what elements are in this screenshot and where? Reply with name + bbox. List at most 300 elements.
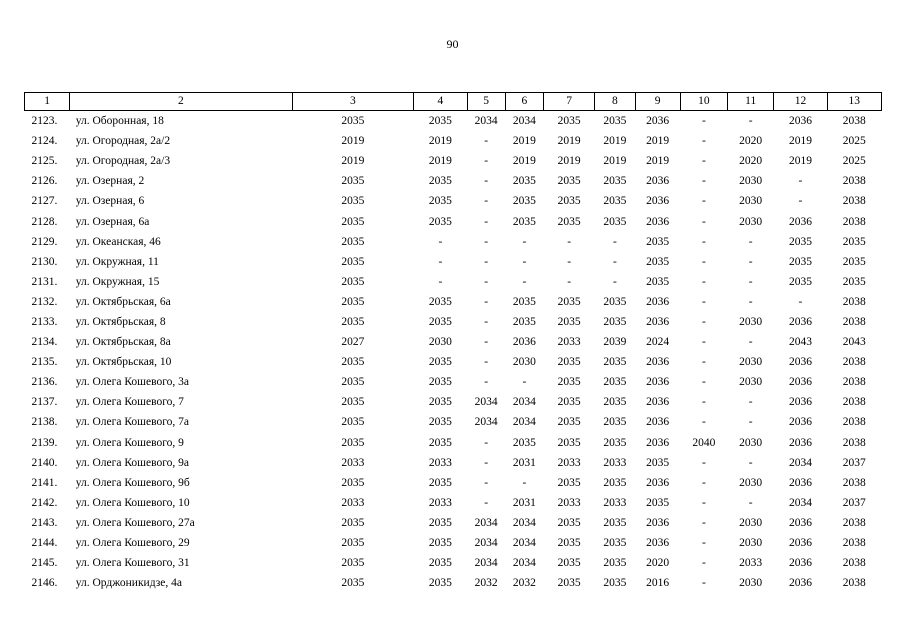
year-cell: 2035 [428, 537, 452, 550]
year-cell: 2035 [428, 376, 452, 389]
year-cell: 2033 [341, 496, 365, 509]
year-cell: - [798, 195, 803, 208]
address-cell: ул. Озерная, 6а [75, 215, 150, 228]
year-cell: 2036 [788, 376, 812, 389]
year-cell: - [484, 336, 489, 349]
year-cell: 2030 [739, 175, 763, 188]
year-cell: 2035 [557, 476, 581, 489]
year-cell: 2036 [646, 396, 670, 409]
year-cell: 2019 [428, 135, 452, 148]
year-cell: - [522, 476, 527, 489]
year-cell: - [701, 557, 706, 570]
year-cell: 2019 [341, 135, 365, 148]
year-cell: - [522, 235, 527, 248]
year-cell: - [748, 235, 753, 248]
year-cell: 2035 [428, 356, 452, 369]
year-cell: - [701, 315, 706, 328]
year-cell: 2035 [341, 376, 365, 389]
row-number: 2141. [31, 476, 58, 489]
year-cell: 2030 [739, 516, 763, 529]
address-cell: ул. Орджоникидзе, 4а [75, 577, 182, 590]
table-body [25, 111, 882, 594]
year-cell: 2038 [842, 295, 866, 308]
year-cell: 2030 [739, 476, 763, 489]
year-cell: 2035 [557, 195, 581, 208]
table-row [25, 151, 882, 171]
year-cell: - [748, 336, 753, 349]
table-row [25, 312, 882, 332]
year-cell: 2019 [646, 155, 670, 168]
year-cell: 2036 [788, 476, 812, 489]
year-cell: 2019 [557, 135, 581, 148]
year-cell: 2035 [842, 255, 866, 268]
year-cell: 2035 [428, 396, 452, 409]
year-cell: 2033 [557, 456, 581, 469]
row-number: 2126. [31, 175, 58, 188]
header-row [25, 93, 882, 111]
address-cell: ул. Олега Кошевого, 10 [75, 496, 190, 509]
year-cell: 2036 [646, 115, 670, 128]
year-cell: 2033 [557, 336, 581, 349]
year-cell: 2035 [646, 255, 670, 268]
year-cell: 2035 [512, 215, 536, 228]
row-number: 2134. [31, 336, 58, 349]
year-cell: 2035 [428, 195, 452, 208]
year-cell: - [567, 255, 572, 268]
year-cell: 2035 [557, 175, 581, 188]
row-number: 2133. [31, 315, 58, 328]
year-cell: 2038 [842, 356, 866, 369]
year-cell: 2030 [512, 356, 536, 369]
year-cell: 2035 [512, 195, 536, 208]
column-header-3: 3 [292, 93, 414, 111]
year-cell: 2030 [739, 436, 763, 449]
year-cell: 2035 [603, 577, 627, 590]
year-cell: 2033 [557, 496, 581, 509]
year-cell: 2035 [341, 195, 365, 208]
year-cell: 2038 [842, 416, 866, 429]
table-row [25, 372, 882, 392]
year-cell: - [701, 215, 706, 228]
row-number: 2145. [31, 557, 58, 570]
row-number: 2146. [31, 577, 58, 590]
table-row [25, 171, 882, 191]
table-row [25, 272, 882, 292]
year-cell: 2035 [428, 215, 452, 228]
year-cell: - [798, 175, 803, 188]
year-cell: 2034 [474, 396, 498, 409]
column-header-12: 12 [774, 93, 827, 111]
year-cell: 2040 [692, 436, 716, 449]
year-cell: - [567, 235, 572, 248]
address-cell: ул. Олега Кошевого, 7 [75, 396, 184, 409]
table-row [25, 493, 882, 513]
year-cell: 2035 [557, 557, 581, 570]
address-cell: ул. Озерная, 2 [75, 175, 145, 188]
year-cell: 2036 [788, 557, 812, 570]
year-cell: 2036 [788, 315, 812, 328]
row-number: 2142. [31, 496, 58, 509]
table-row [25, 211, 882, 231]
year-cell: 2035 [428, 577, 452, 590]
year-cell: 2030 [428, 336, 452, 349]
year-cell: - [438, 255, 443, 268]
year-cell: 2036 [788, 356, 812, 369]
page-number: 90 [446, 37, 459, 51]
year-cell: 2030 [739, 195, 763, 208]
year-cell: - [701, 356, 706, 369]
schedule-table [24, 92, 882, 593]
year-cell: - [701, 235, 706, 248]
year-cell: - [701, 396, 706, 409]
year-cell: 2038 [842, 557, 866, 570]
year-cell: - [748, 115, 753, 128]
year-cell: 2036 [788, 416, 812, 429]
year-cell: 2033 [603, 456, 627, 469]
year-cell: 2038 [842, 396, 866, 409]
year-cell: 2035 [428, 516, 452, 529]
address-cell: ул. Олега Кошевого, 27а [75, 516, 195, 529]
row-number: 2127. [31, 195, 58, 208]
year-cell: - [748, 275, 753, 288]
year-cell: 2019 [646, 135, 670, 148]
row-number: 2143. [31, 516, 58, 529]
year-cell: - [701, 376, 706, 389]
address-cell: ул. Океанская, 46 [75, 235, 161, 248]
year-cell: - [612, 235, 617, 248]
year-cell: - [701, 275, 706, 288]
year-cell: 2035 [603, 436, 627, 449]
year-cell: - [484, 135, 489, 148]
year-cell: - [484, 496, 489, 509]
year-cell: - [701, 155, 706, 168]
year-cell: 2035 [341, 577, 365, 590]
year-cell: 2020 [739, 135, 763, 148]
year-cell: 2036 [646, 215, 670, 228]
row-number: 2132. [31, 295, 58, 308]
address-cell: ул. Оборонная, 18 [75, 115, 164, 128]
year-cell: 2035 [646, 496, 670, 509]
year-cell: 2035 [341, 537, 365, 550]
address-cell: ул. Олега Кошевого, 7а [75, 416, 190, 429]
year-cell: 2035 [341, 295, 365, 308]
year-cell: 2035 [428, 295, 452, 308]
year-cell: 2035 [341, 235, 365, 248]
year-cell: 2035 [341, 175, 365, 188]
year-cell: 2038 [842, 115, 866, 128]
year-cell: - [701, 456, 706, 469]
year-cell: 2036 [646, 195, 670, 208]
year-cell: 2035 [603, 396, 627, 409]
table-header [25, 93, 882, 111]
year-cell: - [701, 175, 706, 188]
column-header-1: 1 [25, 93, 70, 111]
year-cell: 2034 [512, 396, 536, 409]
year-cell: 2019 [428, 155, 452, 168]
year-cell: 2035 [842, 275, 866, 288]
year-cell: 2036 [646, 175, 670, 188]
year-cell: 2035 [557, 516, 581, 529]
year-cell: 2034 [512, 557, 536, 570]
year-cell: 2024 [646, 336, 670, 349]
year-cell: - [701, 537, 706, 550]
year-cell: 2036 [788, 577, 812, 590]
year-cell: 2039 [603, 336, 627, 349]
column-header-2: 2 [70, 93, 292, 111]
year-cell: 2035 [341, 315, 365, 328]
year-cell: 2033 [341, 456, 365, 469]
year-cell: 2035 [512, 436, 536, 449]
year-cell: 2038 [842, 195, 866, 208]
year-cell: - [701, 516, 706, 529]
year-cell: 2038 [842, 577, 866, 590]
year-cell: 2030 [739, 577, 763, 590]
column-header-13: 13 [827, 93, 881, 111]
row-number: 2140. [31, 456, 58, 469]
address-cell: ул. Октябрьская, 10 [75, 356, 172, 369]
year-cell: - [522, 275, 527, 288]
year-cell: 2036 [646, 416, 670, 429]
year-cell: 2035 [428, 557, 452, 570]
year-cell: - [748, 295, 753, 308]
year-cell: - [567, 275, 572, 288]
year-cell: 2035 [341, 436, 365, 449]
table-row [25, 232, 882, 252]
address-cell: ул. Окружная, 15 [75, 275, 160, 288]
year-cell: - [484, 235, 489, 248]
year-cell: 2035 [557, 436, 581, 449]
address-cell: ул. Огородная, 2а/3 [75, 155, 171, 168]
year-cell: - [748, 456, 753, 469]
year-cell: 2034 [788, 456, 812, 469]
year-cell: - [484, 436, 489, 449]
year-cell: 2019 [788, 155, 812, 168]
year-cell: 2035 [603, 356, 627, 369]
year-cell: 2033 [739, 557, 763, 570]
year-cell: 2036 [788, 115, 812, 128]
year-cell: 2035 [603, 376, 627, 389]
address-cell: ул. Олега Кошевого, 29 [75, 537, 190, 550]
year-cell: 2035 [557, 295, 581, 308]
year-cell: 2035 [512, 295, 536, 308]
year-cell: - [701, 295, 706, 308]
year-cell: 2034 [474, 115, 498, 128]
table-row [25, 191, 882, 211]
year-cell: 2035 [603, 537, 627, 550]
year-cell: 2035 [428, 315, 452, 328]
table-row [25, 111, 882, 132]
year-cell: 2036 [646, 516, 670, 529]
row-number: 2125. [31, 155, 58, 168]
year-cell: - [484, 456, 489, 469]
year-cell: 2034 [474, 537, 498, 550]
year-cell: - [522, 255, 527, 268]
year-cell: 2035 [603, 476, 627, 489]
address-cell: ул. Олега Кошевого, 9а [75, 456, 190, 469]
year-cell: 2036 [646, 476, 670, 489]
year-cell: 2025 [842, 135, 866, 148]
year-cell: 2035 [557, 577, 581, 590]
year-cell: 2035 [428, 175, 452, 188]
year-cell: 2032 [474, 577, 498, 590]
year-cell: 2034 [512, 537, 536, 550]
column-header-9: 9 [635, 93, 680, 111]
year-cell: 2035 [603, 557, 627, 570]
year-cell: 2035 [646, 235, 670, 248]
year-cell: 2035 [341, 516, 365, 529]
year-cell: - [484, 195, 489, 208]
year-cell: - [701, 416, 706, 429]
year-cell: - [701, 135, 706, 148]
year-cell: 2043 [842, 336, 866, 349]
year-cell: 2034 [474, 557, 498, 570]
row-number: 2123. [31, 115, 58, 128]
year-cell: 2035 [512, 175, 536, 188]
year-cell: 2036 [646, 537, 670, 550]
table-row [25, 252, 882, 272]
year-cell: 2035 [603, 315, 627, 328]
year-cell: 2019 [512, 155, 536, 168]
year-cell: 2031 [512, 496, 536, 509]
year-cell: 2035 [646, 456, 670, 469]
address-cell: ул. Олега Кошевого, 9 [75, 436, 184, 449]
table-row [25, 412, 882, 432]
year-cell: 2037 [842, 456, 866, 469]
year-cell: 2035 [603, 195, 627, 208]
year-cell: - [612, 275, 617, 288]
year-cell: 2016 [646, 577, 670, 590]
year-cell: - [522, 376, 527, 389]
year-cell: - [484, 476, 489, 489]
year-cell: 2035 [646, 275, 670, 288]
year-cell: - [438, 235, 443, 248]
year-cell: 2032 [512, 577, 536, 590]
table-row [25, 453, 882, 473]
year-cell: 2035 [603, 295, 627, 308]
year-cell: 2034 [512, 416, 536, 429]
year-cell: - [701, 255, 706, 268]
column-header-6: 6 [505, 93, 543, 111]
address-cell: ул. Октябрьская, 6а [75, 295, 171, 308]
year-cell: 2038 [842, 436, 866, 449]
year-cell: 2036 [788, 436, 812, 449]
year-cell: 2025 [842, 155, 866, 168]
year-cell: 2035 [428, 416, 452, 429]
table-row [25, 131, 882, 151]
year-cell: - [701, 577, 706, 590]
year-cell: - [612, 255, 617, 268]
year-cell: 2034 [512, 516, 536, 529]
year-cell: 2035 [557, 376, 581, 389]
row-number: 2130. [31, 255, 58, 268]
year-cell: - [484, 376, 489, 389]
year-cell: 2036 [512, 336, 536, 349]
year-cell: 2036 [646, 315, 670, 328]
year-cell: - [701, 336, 706, 349]
table-row [25, 533, 882, 553]
year-cell: 2033 [428, 456, 452, 469]
year-cell: 2038 [842, 476, 866, 489]
year-cell: - [484, 295, 489, 308]
year-cell: 2035 [428, 436, 452, 449]
row-number: 2139. [31, 436, 58, 449]
table-row [25, 553, 882, 573]
column-header-5: 5 [467, 93, 505, 111]
year-cell: - [484, 215, 489, 228]
row-number: 2129. [31, 235, 58, 248]
year-cell: - [748, 416, 753, 429]
address-cell: ул. Огородная, 2а/2 [75, 135, 171, 148]
year-cell: - [484, 175, 489, 188]
table-row [25, 332, 882, 352]
year-cell: 2036 [646, 356, 670, 369]
year-cell: 2030 [739, 215, 763, 228]
year-cell: 2038 [842, 537, 866, 550]
year-cell: 2035 [341, 416, 365, 429]
column-header-10: 10 [680, 93, 727, 111]
year-cell: - [484, 315, 489, 328]
year-cell: 2019 [603, 155, 627, 168]
year-cell: 2035 [557, 356, 581, 369]
row-number: 2138. [31, 416, 58, 429]
table-row [25, 513, 882, 533]
year-cell: 2030 [739, 315, 763, 328]
year-cell: 2036 [646, 295, 670, 308]
year-cell: 2038 [842, 516, 866, 529]
year-cell: - [484, 275, 489, 288]
column-header-11: 11 [728, 93, 774, 111]
year-cell: 2034 [788, 496, 812, 509]
table-row [25, 433, 882, 453]
row-number: 2131. [31, 275, 58, 288]
address-cell: ул. Октябрьская, 8а [75, 336, 171, 349]
year-cell: 2034 [512, 115, 536, 128]
year-cell: 2036 [646, 376, 670, 389]
year-cell: 2020 [646, 557, 670, 570]
year-cell: - [748, 496, 753, 509]
year-cell: 2035 [557, 416, 581, 429]
year-cell: 2035 [341, 115, 365, 128]
year-cell: 2035 [341, 215, 365, 228]
year-cell: 2030 [739, 356, 763, 369]
year-cell: 2035 [603, 516, 627, 529]
year-cell: 2038 [842, 215, 866, 228]
year-cell: 2035 [603, 215, 627, 228]
row-number: 2136. [31, 376, 58, 389]
year-cell: 2035 [557, 215, 581, 228]
year-cell: - [484, 356, 489, 369]
year-cell: 2035 [428, 115, 452, 128]
year-cell: 2038 [842, 376, 866, 389]
row-number: 2135. [31, 356, 58, 369]
year-cell: - [748, 255, 753, 268]
address-cell: ул. Озерная, 6 [75, 195, 145, 208]
table-row [25, 473, 882, 493]
year-cell: 2038 [842, 175, 866, 188]
year-cell: 2035 [512, 315, 536, 328]
year-cell: 2035 [341, 557, 365, 570]
year-cell: 2034 [474, 516, 498, 529]
year-cell: 2036 [788, 537, 812, 550]
year-cell: - [701, 195, 706, 208]
year-cell: 2035 [557, 396, 581, 409]
year-cell: 2035 [341, 255, 365, 268]
year-cell: 2030 [739, 537, 763, 550]
year-cell: 2036 [788, 215, 812, 228]
year-cell: 2035 [788, 235, 812, 248]
year-cell: 2035 [788, 275, 812, 288]
year-cell: 2035 [788, 255, 812, 268]
